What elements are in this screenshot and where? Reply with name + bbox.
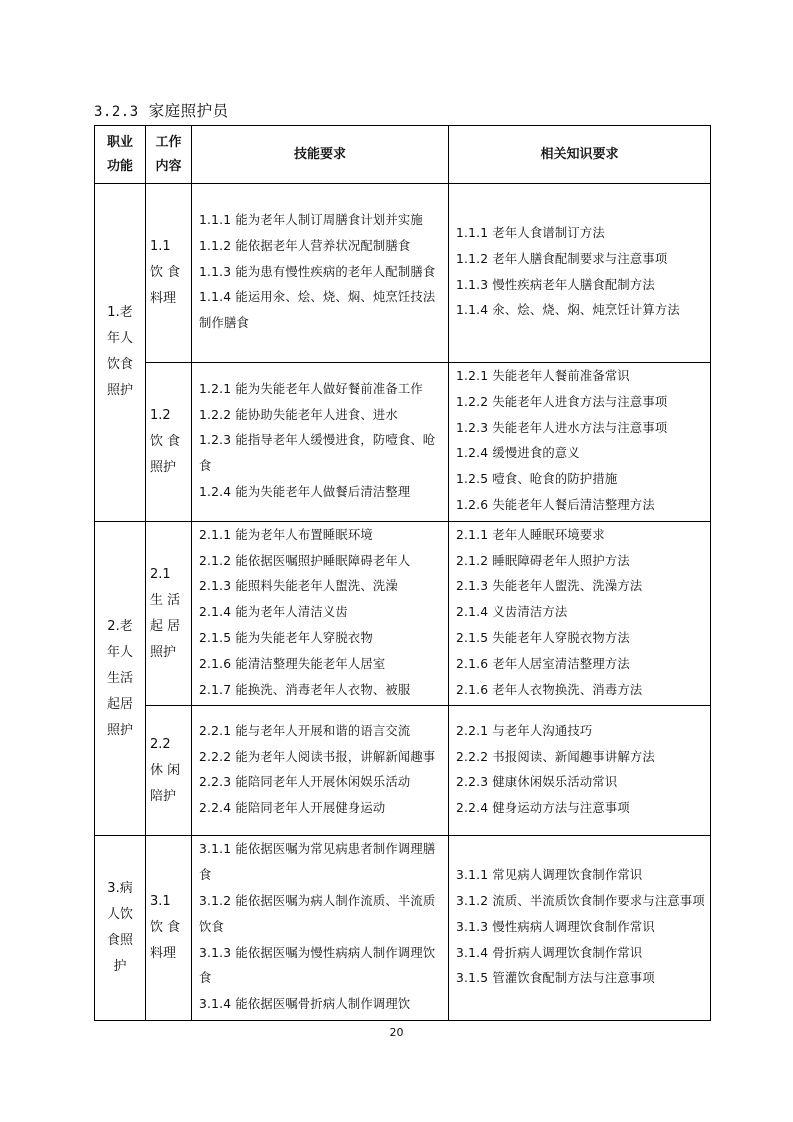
knowledge-item: 2.1.4 义齿清洁方法	[456, 605, 568, 620]
work-content-text: 1.1	[150, 239, 171, 254]
skill-item: 2.1.2 能依据医嘱照护睡眠障碍老年人	[199, 553, 411, 568]
job-function-text: 食照	[106, 933, 133, 949]
knowledge-item: 1.1.4 氽、烩、烧、焖、炖烹饪计算方法	[456, 303, 680, 318]
job-function-cell	[95, 184, 146, 522]
work-content-text: 3.1	[150, 894, 171, 910]
knowledge-item: 2.2.3 健康休闲娱乐活动常识	[456, 775, 618, 790]
knowledge-item: 2.1.6 老年人衣物换洗、消毒方法	[456, 682, 643, 697]
skills-table	[94, 125, 711, 1021]
work-content-text: 休 闲	[150, 762, 181, 778]
skill-item: 2.1.5 能为失能老年人穿脱衣物	[199, 630, 373, 645]
knowledge-item: 2.1.6 老年人居室清洁整理方法	[456, 656, 630, 671]
knowledge-requirements-cell	[449, 363, 711, 522]
work-content-text: 1.2	[150, 407, 171, 423]
skill-item: 3.1.2 能依据医嘱为病人制作流质、半流质饮食	[199, 893, 436, 934]
work-content-text: 起 居	[150, 618, 181, 634]
skill-item: 3.1.4 能依据医嘱骨折病人制作调理饮	[199, 997, 411, 1012]
work-content-text: 饮 食	[150, 265, 181, 280]
knowledge-item: 1.2.3 失能老年人进水方法与注意事项	[456, 420, 668, 435]
knowledge-item: 2.1.3 失能老年人盥洗、洗澡方法	[456, 579, 643, 594]
job-function-text: 年人	[106, 331, 133, 347]
skill-item: 2.2.2 能为老年人阅读书报，讲解新闻趣事	[199, 749, 436, 764]
skill-item: 2.2.4 能陪同老年人开展健身运动	[199, 801, 386, 816]
work-content-text: 照护	[150, 644, 177, 660]
skill-item: 2.1.1 能为老年人布置睡眠环境	[199, 527, 373, 542]
skill-item: 1.2.1 能为失能老年人做好餐前准备工作	[199, 381, 423, 396]
skill-item: 3.1.3 能依据医嘱为慢性病病人制作调理饮食	[199, 945, 436, 986]
knowledge-item: 3.1.3 慢性病病人调理饮食制作常识	[456, 919, 655, 934]
skill-item: 2.2.1 能与老年人开展和谐的语言交流	[199, 723, 411, 738]
knowledge-requirements-cell	[449, 184, 711, 363]
page-number: 20	[389, 1026, 404, 1039]
job-function-text: 起居	[106, 696, 133, 712]
knowledge-item: 1.1.1 老年人食谱制订方法	[456, 225, 605, 240]
knowledge-item: 1.1.2 老年人膳食配制要求与注意事项	[456, 251, 668, 266]
work-content-text: 饮 食	[150, 433, 181, 449]
work-content-text: 照护	[150, 459, 177, 475]
job-function-text: 1.老	[107, 305, 133, 321]
skill-item: 1.1.2 能依据老年人营养状况配制膳食	[199, 238, 411, 253]
skill-requirements-cell	[192, 363, 449, 522]
table-header-row	[95, 126, 711, 184]
skill-item: 2.1.3 能照料失能老年人盥洗、洗澡	[199, 579, 398, 594]
skill-requirements-cell	[192, 836, 449, 1021]
skill-item: 2.1.6 能清洁整理失能老年人居室	[199, 656, 386, 671]
work-content-cell	[146, 184, 192, 363]
work-content-text: 饮 食	[150, 920, 181, 936]
work-content-cell	[146, 836, 192, 1021]
skill-item: 2.1.7 能换洗、消毒老年人衣物、被服	[199, 682, 411, 697]
job-function-cell	[95, 836, 146, 1021]
job-function-text: 照护	[106, 383, 133, 399]
header-skills: 技能要求	[192, 126, 449, 184]
knowledge-item: 1.2.5 噎食、呛食的防护措施	[456, 472, 618, 487]
knowledge-requirements-cell	[449, 521, 711, 706]
job-function-text: 2.老	[107, 618, 133, 634]
skill-requirements-cell	[192, 184, 449, 363]
skill-item: 1.2.3 能指导老年人缓慢进食，防噎食、呛食	[199, 433, 436, 474]
knowledge-item: 3.1.4 骨折病人调理饮食制作常识	[456, 945, 643, 960]
skill-item: 1.1.1 能为老年人制订周膳食计划并实施	[199, 213, 423, 227]
knowledge-item: 2.2.1 与老年人沟通技巧	[456, 723, 593, 738]
job-function-text: 饮食	[106, 357, 133, 373]
job-function-text: 照护	[106, 722, 133, 738]
skill-requirements-cell	[192, 521, 449, 706]
job-function-cell	[95, 521, 146, 836]
knowledge-item: 1.1.3 慢性疾病老年人膳食配制方法	[456, 277, 655, 292]
knowledge-item: 3.1.5 管灌饮食配制方法与注意事项	[456, 971, 655, 986]
knowledge-item: 3.1.1 常见病人调理饮食制作常识	[456, 868, 643, 883]
table-row	[95, 836, 711, 1021]
skill-item: 3.1.1 能依据医嘱为常见病患者制作调理膳食	[199, 842, 436, 883]
work-content-text: 料理	[150, 946, 177, 962]
knowledge-item: 1.2.6 失能老年人餐后清洁整理方法	[456, 497, 655, 512]
skill-requirements-cell	[192, 706, 449, 836]
knowledge-item: 1.2.2 失能老年人进食方法与注意事项	[456, 394, 668, 409]
skill-item: 2.1.4 能为老年人清洁义齿	[199, 605, 348, 620]
knowledge-item: 2.2.4 健身运动方法与注意事项	[456, 801, 630, 816]
skill-item: 1.1.3 能为患有慢性疾病的老年人配制膳食	[199, 264, 436, 279]
table-row	[95, 706, 711, 836]
header-content: 工作 内容	[146, 126, 192, 184]
header-function: 职业 功能	[95, 126, 146, 184]
work-content-cell	[146, 521, 192, 706]
work-content-text: 生 活	[150, 592, 181, 608]
job-function-text: 护	[113, 959, 127, 975]
work-content-cell	[146, 706, 192, 836]
knowledge-item: 1.2.4 缓慢进食的意义	[456, 446, 580, 461]
knowledge-requirements-cell	[449, 706, 711, 836]
table-row	[95, 184, 711, 363]
section-number: 3.2.3	[94, 104, 139, 120]
section-heading	[94, 99, 229, 121]
skill-item: 1.1.4 能运用氽、烩、烧、焖、炖烹饪技法制作膳食	[199, 290, 436, 331]
job-function-text: 人饮	[106, 907, 133, 923]
knowledge-item: 1.2.1 失能老年人餐前准备常识	[456, 369, 630, 383]
header-knowledge: 相关知识要求	[449, 126, 711, 184]
knowledge-item: 2.1.2 睡眠障碍老年人照护方法	[456, 553, 630, 568]
job-function-text: 年人	[106, 644, 133, 660]
knowledge-requirements-cell	[449, 836, 711, 1021]
knowledge-item: 2.1.5 失能老年人穿脱衣物方法	[456, 630, 630, 645]
knowledge-item: 3.1.2 流质、半流质饮食制作要求与注意事项	[456, 893, 705, 908]
table-row	[95, 521, 711, 706]
table-row	[95, 363, 711, 522]
work-content-text: 2.1	[150, 566, 171, 582]
skill-item: 1.2.2 能协助失能老年人进食、进水	[199, 407, 398, 422]
work-content-text: 料理	[150, 291, 177, 306]
knowledge-item: 2.1.1 老年人睡眠环境要求	[456, 527, 605, 542]
section-title: 家庭照护员	[148, 102, 229, 120]
job-function-text: 3.病	[107, 881, 133, 897]
skill-item: 1.2.4 能为失能老年人做餐后清洁整理	[199, 485, 411, 500]
skill-item: 2.2.3 能陪同老年人开展休闲娱乐活动	[199, 775, 411, 790]
knowledge-item: 2.2.2 书报阅读、新闻趣事讲解方法	[456, 749, 655, 764]
work-content-text: 陪护	[150, 788, 177, 804]
work-content-text: 2.2	[150, 736, 171, 752]
job-function-text: 生活	[106, 670, 133, 686]
work-content-cell	[146, 363, 192, 522]
